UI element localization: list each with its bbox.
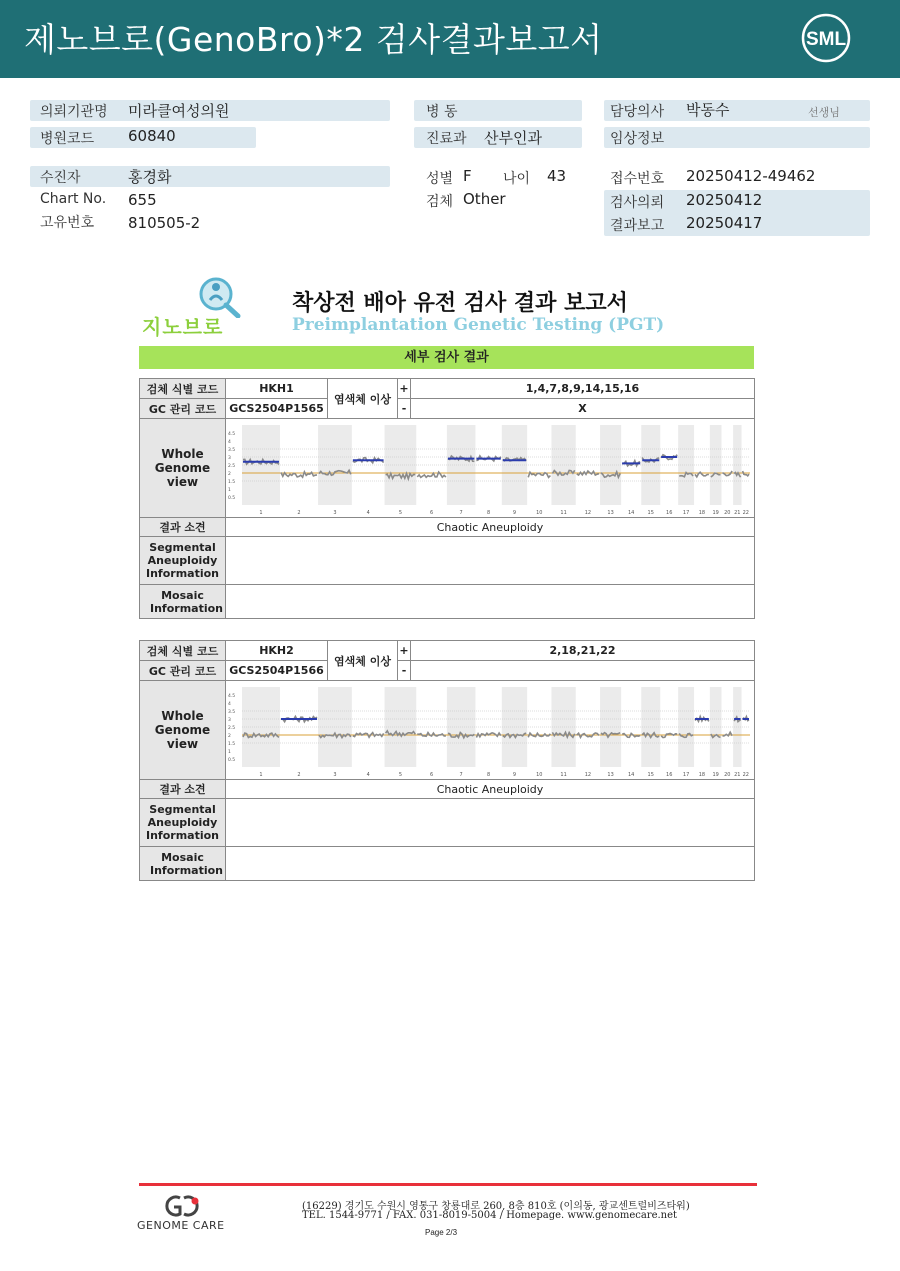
loss-sign: - <box>398 661 411 681</box>
patient-row <box>30 166 390 187</box>
footer-contact: TEL. 1544-9771 / FAX. 031-8019-5004 / Homepage. www.genomecare.net <box>302 1210 678 1221</box>
y-tick-label: 1 <box>228 750 231 755</box>
chart-no-label: Chart No. <box>40 191 107 207</box>
x-tick-label: 4 <box>366 510 370 516</box>
sex-value: F <box>463 167 472 185</box>
copy-number-points <box>723 732 733 736</box>
x-tick-label: 11 <box>560 510 567 516</box>
genome-care-name: GENOME CARE <box>137 1219 225 1232</box>
x-tick-label: 5 <box>398 772 403 778</box>
request-org-label: 의뢰기관명 <box>40 104 108 120</box>
y-tick-label: 0.5 <box>228 758 236 763</box>
y-tick-label: 2.5 <box>228 726 236 731</box>
copy-number-points <box>528 733 550 737</box>
gain-chromosomes: 1,4,7,8,9,14,15,16 <box>411 379 755 399</box>
x-tick-label: 1 <box>259 772 263 778</box>
x-tick-label: 12 <box>584 772 592 778</box>
segmental-label: Segmental Aneuploidy Information <box>140 799 226 847</box>
copy-number-points <box>528 472 550 477</box>
sex-label: 성별 <box>426 171 454 187</box>
x-tick-label: 3 <box>333 510 337 516</box>
specimen-label: 검체 <box>426 194 454 210</box>
x-tick-label: 12 <box>584 510 592 516</box>
y-tick-label: 3.5 <box>228 448 236 453</box>
x-tick-label: 6 <box>429 510 434 516</box>
sample-code-value: HKH2 <box>226 641 328 661</box>
hospital-code-label: 병원코드 <box>40 131 95 147</box>
finding-value: Chaotic Aneuploidy <box>226 518 755 537</box>
receipt-no-label: 접수번호 <box>610 171 665 187</box>
footer-address: (16229) 경기도 수원시 영통구 창룡대로 260, 8층 810호 (이의동, 광교센트럴비즈타워) <box>302 1201 690 1212</box>
gain-sign: + <box>398 641 411 661</box>
sample-code-label: 검체 식별 코드 <box>140 379 226 399</box>
abnormal-label: 염색체 이상 <box>328 379 398 419</box>
y-tick-label: 1.5 <box>228 480 236 485</box>
finding-value: Chaotic Aneuploidy <box>226 780 755 799</box>
sample-code-label: 검체 식별 코드 <box>140 641 226 661</box>
page-number: Page 2/3 <box>425 1228 458 1237</box>
gc-code-value: GCS2504P1565 <box>226 399 328 419</box>
x-tick-label: 17 <box>682 510 690 516</box>
gc-code-label: GC 관리 코드 <box>140 399 226 419</box>
loss-sign: - <box>398 399 411 419</box>
mosaic-label: Mosaic Information <box>140 585 226 619</box>
y-tick-label: 3 <box>228 456 231 461</box>
whole-genome-cell <box>226 419 755 518</box>
chromosome-band <box>447 425 476 505</box>
gain-sign: + <box>398 379 411 399</box>
chromosome-band <box>710 687 722 767</box>
x-tick-label: 10 <box>536 772 543 778</box>
x-tick-label: 21 <box>734 510 741 516</box>
y-tick-label: 3.5 <box>228 710 236 715</box>
detail-results-header: 세부 검사 결과 <box>139 346 754 369</box>
x-tick-label: 15 <box>647 510 654 516</box>
age-label: 나이 <box>503 171 531 187</box>
x-tick-label: 7 <box>459 772 463 778</box>
abnormal-label: 염색체 이상 <box>328 641 398 681</box>
x-tick-label: 4 <box>366 772 370 778</box>
x-tick-label: 14 <box>627 772 635 778</box>
unique-id-label: 고유번호 <box>40 215 95 231</box>
x-tick-label: 18 <box>698 772 706 778</box>
x-tick-label: 11 <box>560 772 567 778</box>
patient-label: 수진자 <box>40 170 81 186</box>
y-tick-label: 3 <box>228 718 231 723</box>
x-tick-label: 13 <box>607 510 614 516</box>
unique-id-value: 810505-2 <box>128 214 201 232</box>
request-date-label: 검사의뢰 <box>610 195 665 211</box>
whole-genome-label: Whole Genome view <box>140 681 226 780</box>
page-title: 제노브로(GenoBro)*2 검사결과보고서 <box>24 20 603 59</box>
x-tick-label: 17 <box>682 772 690 778</box>
x-tick-label: 20 <box>724 772 731 778</box>
x-tick-label: 19 <box>712 772 719 778</box>
whole-genome-chart-2 <box>226 681 754 779</box>
loss-chromosomes: X <box>411 399 755 419</box>
sample-table-2 <box>139 640 755 881</box>
x-tick-label: 8 <box>487 510 491 516</box>
x-tick-label: 16 <box>666 772 673 778</box>
y-tick-label: 4.5 <box>228 432 236 437</box>
x-tick-label: 13 <box>607 772 614 778</box>
dept-value: 산부인과 <box>484 129 542 147</box>
x-tick-label: 2 <box>297 510 301 516</box>
chart-no-value: 655 <box>128 191 157 209</box>
loss-chromosomes <box>411 661 755 681</box>
x-tick-label: 5 <box>398 510 403 516</box>
sml-logo-text: SML <box>805 29 847 50</box>
x-tick-label: 16 <box>666 510 673 516</box>
x-tick-label: 8 <box>487 772 491 778</box>
finding-label: 결과 소견 <box>140 780 226 799</box>
x-tick-label: 21 <box>734 772 741 778</box>
report-title-en: Preimplantation Genetic Testing (PGT) <box>292 315 665 335</box>
request-org-value: 미라클여성의원 <box>128 102 230 120</box>
gc-code-value: GCS2504P1566 <box>226 661 328 681</box>
report-title-ko: 착상전 배아 유전 검사 결과 보고서 <box>292 291 628 316</box>
genobro-brand: 지노브로 <box>142 315 224 339</box>
mosaic-value <box>226 585 755 619</box>
y-tick-label: 0.5 <box>228 496 236 501</box>
dept-label: 진료과 <box>426 131 467 147</box>
sml-logo <box>798 12 854 64</box>
x-tick-label: 14 <box>627 510 635 516</box>
chromosome-band <box>447 687 476 767</box>
x-tick-label: 3 <box>333 772 337 778</box>
x-tick-label: 15 <box>647 772 654 778</box>
copy-number-points <box>353 733 384 738</box>
genome-care-logo-icon <box>162 1194 204 1218</box>
x-tick-label: 9 <box>512 510 517 516</box>
receipt-no-value: 20250412-49462 <box>686 167 816 185</box>
chromosome-band <box>710 425 722 505</box>
sample-table-1 <box>139 378 755 619</box>
x-tick-label: 18 <box>698 510 706 516</box>
y-tick-label: 1 <box>228 488 231 493</box>
hospital-code-value: 60840 <box>128 127 176 145</box>
report-date-value: 20250417 <box>686 214 763 232</box>
sample-code-value: HKH1 <box>226 379 328 399</box>
mosaic-value <box>226 847 755 881</box>
doctor-label: 담당의사 <box>610 104 665 120</box>
gain-chromosomes: 2,18,21,22 <box>411 641 755 661</box>
report-date-label: 결과보고 <box>610 218 665 234</box>
x-tick-label: 6 <box>429 772 434 778</box>
whole-genome-label: Whole Genome view <box>140 419 226 518</box>
segmental-label: Segmental Aneuploidy Information <box>140 537 226 585</box>
ward-label: 병 동 <box>426 104 458 120</box>
request-date-value: 20250412 <box>686 191 763 209</box>
y-tick-label: 1.5 <box>228 742 236 747</box>
clinical-label: 임상정보 <box>610 131 665 147</box>
x-tick-label: 9 <box>512 772 517 778</box>
patient-value: 홍경화 <box>128 168 172 186</box>
specimen-value: Other <box>463 190 506 208</box>
footer-divider <box>139 1183 757 1186</box>
whole-genome-cell <box>226 681 755 780</box>
y-tick-label: 4.5 <box>228 694 236 699</box>
x-tick-label: 20 <box>724 510 731 516</box>
age-value: 43 <box>547 167 567 185</box>
gc-code-label: GC 관리 코드 <box>140 661 226 681</box>
y-tick-label: 2 <box>228 734 231 739</box>
y-tick-label: 2.5 <box>228 464 236 469</box>
x-tick-label: 7 <box>459 510 463 516</box>
y-tick-label: 2 <box>228 472 231 477</box>
copy-number-points <box>417 733 446 737</box>
whole-genome-chart-1 <box>226 419 754 517</box>
y-tick-label: 4 <box>228 702 231 707</box>
x-tick-label: 1 <box>259 510 263 516</box>
x-tick-label: 19 <box>712 510 719 516</box>
segmental-value <box>226 799 755 847</box>
x-tick-label: 10 <box>536 510 543 516</box>
x-tick-label: 22 <box>742 510 749 516</box>
copy-number-points <box>476 733 500 738</box>
segmental-value <box>226 537 755 585</box>
x-tick-label: 22 <box>742 772 749 778</box>
x-tick-label: 2 <box>297 772 301 778</box>
finding-label: 결과 소견 <box>140 518 226 537</box>
doctor-value: 박동수 <box>686 101 730 119</box>
doctor-suffix: 선생님 <box>808 106 840 119</box>
mosaic-label: Mosaic Information <box>140 847 226 881</box>
y-tick-label: 4 <box>228 440 231 445</box>
